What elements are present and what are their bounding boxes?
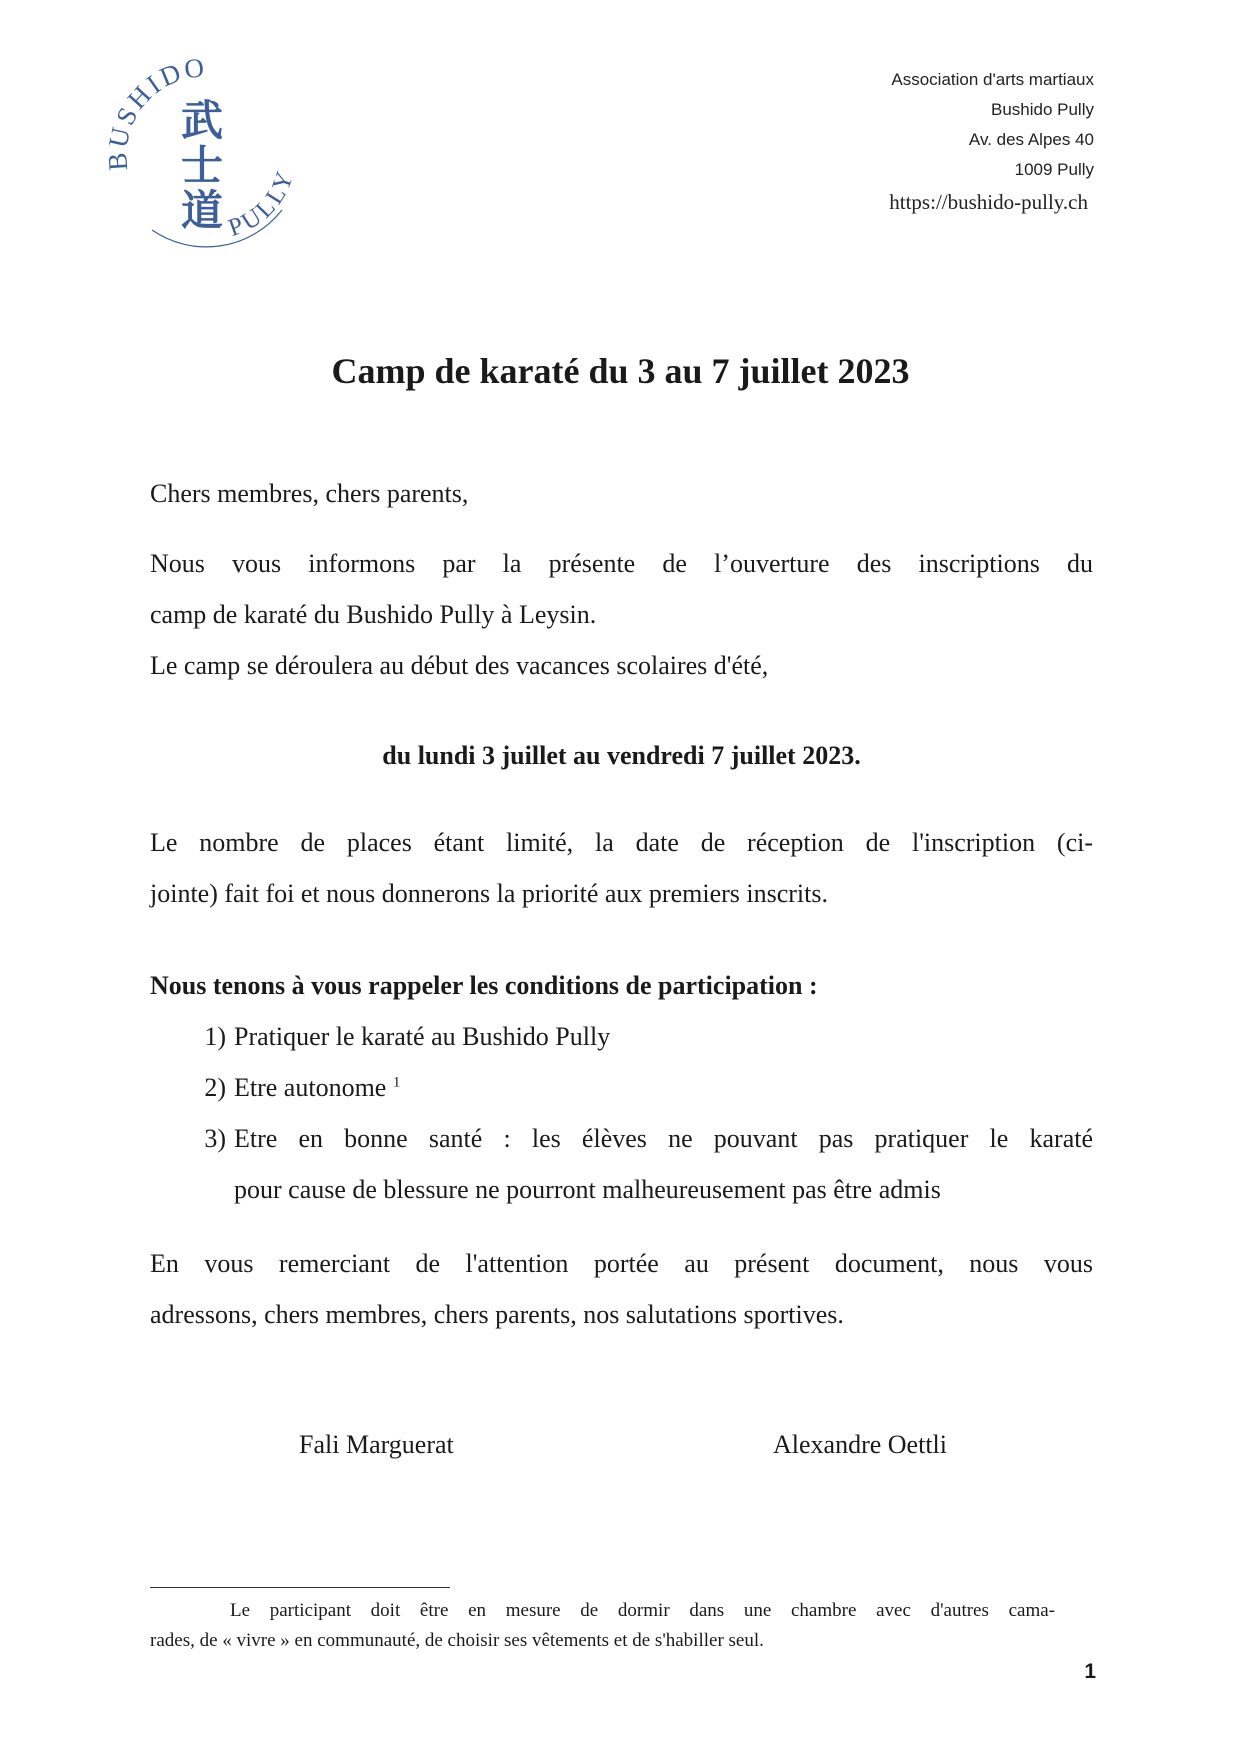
places-line-2: jointe) fait foi et nous donnerons la priorité aux premiers inscrits. bbox=[150, 879, 828, 908]
greeting-text: Chers membres, chers parents, bbox=[150, 479, 469, 508]
logo-arc-text-right: PULLY bbox=[224, 165, 300, 243]
footnote-reference[interactable]: 1 bbox=[392, 1074, 401, 1091]
footnote-line-2: rades, de « vivre » en communauté, de choisir ses vêtements et de s'habiller seul. bbox=[150, 1630, 764, 1651]
camp-dates-text: du lundi 3 juillet au vendredi 7 juillet 2023. bbox=[382, 741, 861, 770]
conditions-section bbox=[150, 960, 1093, 1215]
condition-text-line-2: pour cause de blessure ne pourront malheureusement pas être admis bbox=[234, 1175, 941, 1204]
closing-paragraph bbox=[150, 1238, 1093, 1340]
intro-line-2: camp de karaté du Bushido Pully à Leysin. bbox=[150, 600, 597, 629]
svg-text:PULLY bbox=[225, 166, 300, 242]
footnote-line-1: Le participant doit être en mesure de dormir dans une chambre avec d'autres cama- bbox=[230, 1600, 1055, 1621]
bushido-pully-logo bbox=[92, 40, 312, 260]
intro-line-3: Le camp se déroulera au début des vacances scolaires d'été, bbox=[150, 651, 769, 680]
closing-line-2: adressons, chers membres, chers parents, nos salutations sportives. bbox=[150, 1300, 844, 1329]
condition-text: Etre autonome bbox=[234, 1073, 387, 1102]
intro-paragraph bbox=[150, 538, 1093, 691]
footnote-line-1-wrap bbox=[150, 1596, 1055, 1626]
sender-address bbox=[889, 65, 1094, 217]
signature-left: Fali Marguerat bbox=[299, 1430, 454, 1459]
condition-item-3 bbox=[150, 1113, 1093, 1215]
logo-arc-text-top: BUSHIDO bbox=[102, 51, 209, 172]
conditions-heading: Nous tenons à vous rappeler les conditions de participation : bbox=[150, 971, 818, 1000]
places-line-1: Le nombre de places étant limité, la date de réception de l'inscription (ci- bbox=[150, 828, 1093, 857]
camp-dates bbox=[150, 730, 1093, 781]
greeting bbox=[150, 468, 1093, 519]
condition-number: 1) bbox=[204, 1022, 226, 1051]
page-number: 1 bbox=[1084, 1660, 1096, 1683]
condition-item-1 bbox=[150, 1011, 1093, 1062]
condition-text-wrap bbox=[234, 1062, 1093, 1113]
logo-kanji-1: 武 bbox=[180, 96, 224, 145]
logo-kanji-2: 士 bbox=[180, 141, 224, 190]
sender-line-3: Av. des Alpes 40 bbox=[968, 130, 1094, 149]
condition-number: 2) bbox=[204, 1073, 226, 1102]
footnote-divider bbox=[150, 1587, 450, 1588]
signature-right: Alexandre Oettli bbox=[773, 1430, 947, 1459]
sender-website-link[interactable]: https://bushido-pully.ch bbox=[889, 190, 1088, 214]
condition-item-2 bbox=[150, 1062, 1093, 1113]
condition-number: 3) bbox=[204, 1124, 226, 1153]
conditions-list bbox=[150, 1011, 1093, 1215]
document-title: Camp de karaté du 3 au 7 juillet 2023 bbox=[331, 351, 910, 391]
closing-line-1: En vous remerciant de l'attention portée au présent document, nous vous bbox=[150, 1249, 1093, 1278]
intro-line-1: Nous vous informons par la présente de l’ouverture des inscriptions du bbox=[150, 549, 1093, 578]
sender-line-1: Association d'arts martiaux bbox=[891, 70, 1094, 89]
sender-line-2: Bushido Pully bbox=[990, 100, 1094, 119]
places-paragraph bbox=[150, 817, 1093, 919]
logo-seal bbox=[92, 40, 312, 260]
logo-kanji-3: 道 bbox=[180, 186, 224, 235]
condition-text-line-1: Etre en bonne santé : les élèves ne pouvant pas pratiquer le karaté bbox=[234, 1124, 1093, 1153]
footnote bbox=[150, 1596, 1055, 1656]
sender-line-4: 1009 Pully bbox=[1014, 160, 1094, 179]
condition-text: Pratiquer le karaté au Bushido Pully bbox=[234, 1022, 611, 1051]
condition-text-wrap bbox=[234, 1113, 1093, 1215]
